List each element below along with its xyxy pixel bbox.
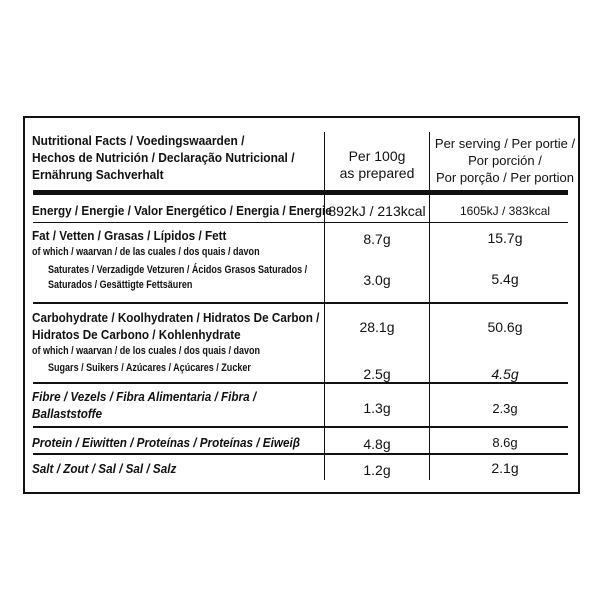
- carb-of-which-label: of which / waarvan / de los cuales / dos quais / davon: [32, 345, 261, 357]
- header-title-line-3: Ernährung Sachverhalt: [32, 167, 164, 182]
- row-divider: [33, 222, 568, 223]
- salt-per-serving: 2.1g: [491, 460, 519, 476]
- carbohydrate-label-line-1: Carbohydrate / Koolhydraten / Hidratos De Carbon /: [32, 310, 320, 325]
- header-title-line-2: Hechos de Nutrición / Declaração Nutricional /: [32, 150, 295, 165]
- fibre-per-serving: 2.3g: [492, 401, 518, 416]
- energy-label: Energy / Energie / Valor Energético / Energia / Energie: [32, 203, 332, 218]
- salt-per-100g: 1.2g: [363, 462, 391, 478]
- fat-per-100g: 8.7g: [363, 231, 391, 247]
- header-per-100g-line-2: as prepared: [339, 165, 415, 181]
- header-rule: [33, 190, 568, 195]
- row-divider: [33, 426, 568, 428]
- row-divider: [33, 382, 568, 384]
- header-per-serving-line-3: Por porção / Per portion: [435, 170, 575, 185]
- saturates-label-line-2: Saturados / Gesättigte Fettsäuren: [48, 279, 193, 291]
- fibre-label-line-2: Ballaststoffe: [32, 406, 103, 421]
- saturates-label-line-1: Saturates / Verzadigde Vetzuren / Ácidos Grasos Saturados /: [48, 264, 308, 276]
- row-divider: [33, 302, 568, 304]
- header-per-serving-line-1: Per serving / Per portie /: [434, 136, 576, 151]
- saturates-per-serving: 5.4g: [491, 271, 519, 287]
- protein-label: Protein / Eiwitten / Proteínas / Proteínas / Eiweiβ: [32, 435, 300, 450]
- sugars-per-serving: 4.5g: [491, 366, 519, 382]
- salt-label: Salt / Zout / Sal / Sal / Salz: [32, 461, 177, 476]
- header-per-serving-line-2: Por porción /: [468, 153, 542, 168]
- fat-of-which-label: of which / waarvan / de las cuales / dos quais / davon: [32, 246, 260, 258]
- sugars-label: Sugars / Suikers / Azúcares / Açúcares / Zucker: [48, 362, 251, 374]
- row-divider: [33, 453, 568, 455]
- protein-per-serving: 8.6g: [492, 435, 518, 450]
- energy-per-serving: 1605kJ / 383kcal: [459, 204, 551, 218]
- header-per-100g: [325, 148, 429, 182]
- fibre-per-100g: 1.3g: [363, 400, 391, 416]
- header-title-line-1: Nutritional Facts / Voedingswaarden /: [32, 133, 245, 148]
- fibre-label-line-1: Fibre / Vezels / Fibra Alimentaria / Fibra /: [32, 389, 257, 404]
- sugars-per-100g: 2.5g: [363, 366, 391, 382]
- energy-per-100g: 892kJ / 213kcal: [328, 203, 426, 219]
- fat-label: Fat / Vetten / Grasas / Lípidos / Fett: [32, 228, 227, 243]
- saturates-per-100g: 3.0g: [363, 272, 391, 288]
- fat-per-serving: 15.7g: [487, 230, 523, 246]
- carbohydrate-label-line-2: Hidratos De Carbono / Kohlenhydrate: [32, 327, 241, 342]
- carbohydrate-per-100g: 28.1g: [359, 319, 395, 335]
- header-per-serving: [430, 135, 580, 186]
- protein-per-100g: 4.8g: [363, 436, 391, 452]
- nutrition-label: [23, 116, 580, 494]
- header-per-100g-line-1: Per 100g: [348, 148, 406, 164]
- carbohydrate-per-serving: 50.6g: [487, 319, 523, 335]
